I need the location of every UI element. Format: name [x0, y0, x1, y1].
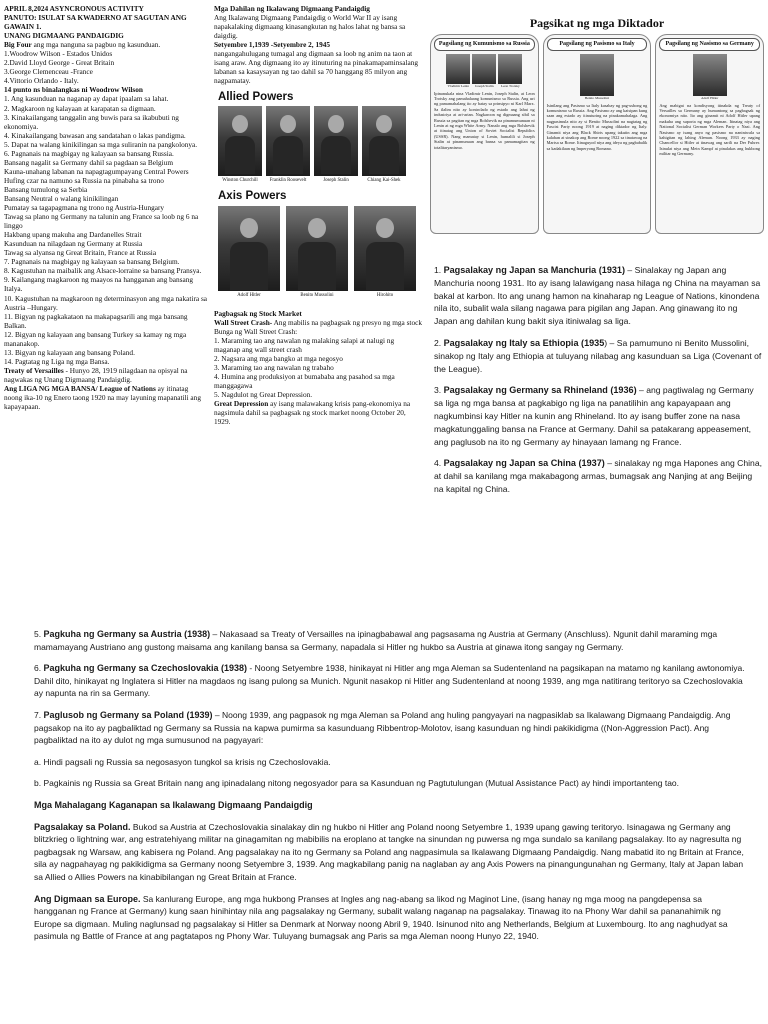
dictator-panel [543, 34, 652, 234]
leader-caption: Winston Churchill [222, 178, 258, 184]
activity-line: 10. Kagustuhan na magkaroon ng determinasyon ang mga nakatira sa Austria –Hungary. [4, 293, 208, 312]
dictator-panel-heading: Pagsilang ng Nasismo sa Germany [659, 38, 760, 51]
portrait-image [362, 106, 406, 176]
leader-photo [266, 106, 310, 184]
portrait-image [354, 206, 416, 291]
activity-line: 11. Bigyan ng pagkakataon na makapagsarili ang mga bansang Balkan. [4, 311, 188, 330]
event-number: 4. [434, 458, 444, 469]
allied-photos [214, 106, 422, 184]
leader-caption: Hirohito [376, 292, 394, 298]
stock-crash-line [214, 318, 422, 327]
dictator-photos [547, 54, 648, 100]
leader-caption: Chiang Kai-Shek [367, 178, 401, 184]
major-events-list [34, 821, 746, 943]
stock-effect-item: 5. Nagdulot ng Great Depression. [214, 389, 313, 399]
major-event [34, 893, 746, 943]
event-body: Bukod sa Austria at Czechoslovakia sinalakay din ng hukbo ni Hitler ang Poland noong Setyembre 1, 1939 upang gawing teritoryo. Isinagawa ng Germany ang blitzkrieg o lightning war, ang estratehiyang militar na ginagamitan ng mabibilis na eroplano at tangke na sinundan ng puwersa ng mga sundalo sa kanilang pagsalakay. Ito ay nagresulta ng pagbagsak ng Warsaw, ang kabisera ng Poland. Ang pagsalakay na ito ng Germany sa Poland ang nagpasimula sa Ikalawang Digmaang Pandaigdig. Nang mabatid ito ng Britain at France, sila ay nagpahayag ng pakikidigma sa Germany noong Setyembre 3, 1939. Ang magkabilang panig na naglaban ay ang Axis Powers na pinangungunahan ng Germany, Italy at Japan laban sa Allied o Allies Powers na kinabibilangan ng Great Britain at France. [34, 821, 744, 882]
stock-effects-list [214, 327, 422, 399]
axis-photos [214, 206, 422, 299]
stock-effect-item: 1. Maraming tao ang nawalan ng malaking salapi at nalugi ng maganap ang wall street crash [214, 335, 395, 354]
aggression-event [434, 337, 762, 375]
activity-line: Kasunduan na nilagdaan ng Germany at Russia [4, 239, 143, 249]
activity-line: 1. Ang kasunduan na naganap ay dapat ipaalam sa lahat. [4, 94, 169, 104]
activity-line: 6. Pagnanais na magbigay ng kalayaan sa bansang Russia. [4, 148, 174, 158]
leader-photo [286, 206, 348, 299]
dictator-photo [580, 54, 614, 100]
stock-crash-body: Ang mabilis na pagbagsak ng presyo ng mga stock [272, 317, 422, 327]
axis-powers-title: Axis Powers [218, 190, 287, 203]
event-heading: Pagkuha ng Germany sa Austria (1938) [43, 629, 211, 639]
event-heading: Pagsalakay ng Germany sa Rhineland (1936) [443, 385, 637, 396]
event-heading: Pagsalakay sa Poland. [34, 821, 131, 832]
leader-photo [354, 206, 416, 299]
activity-line: Bansang Neutral o walang kinikilingan [4, 193, 119, 203]
event-heading: Pagsalakay ng Japan sa China (1937) [443, 458, 605, 469]
leader-photo [218, 106, 262, 184]
bold-term: Big Four [4, 40, 32, 50]
ww2-causes-column [214, 4, 422, 426]
activity-line: 14. Pagtatag ng Liga ng mga Bansa. [4, 356, 110, 366]
bottom-numbered-items [34, 628, 746, 790]
depression-label: Great Depression [214, 398, 269, 408]
activity-column [4, 4, 208, 411]
bold-term: Ang LIGA NG MGA BANSA/ League of Nations [4, 383, 156, 393]
stock-effect-item: Bunga ng Wall Street Crash: [214, 326, 298, 336]
event-body: Sa kanlurang Europe, ang mga hukbong Pranses at Ingles ang nag-abang sa likod ng Maginot Line, (isang hanay ng mga moog na pangdepensa sa hangganan ng France at Germany) kung saan hinihintay nila ang pagsalakay ng Germany, subalit walang naganap na pagsalakay. Tinawag ito na Phony War dahil sa pananahimik ng Europe sa digmaan. Muling naglunsad ng pagsalakay si Hitler sa Denmark at Norway noong Abril 9, 1940. Isinunod nito ang Netherlands, Belgium at Luxembourg. Ito ang naghudyat sa pasimula ng Battle of France at ang pagtatapos ng Phony War. Tuluyang bumagsak ang Paris sa mga Aleman noong Hunyo 22, 1940. [34, 893, 728, 942]
event-heading: Pagkuha ng Germany sa Czechoslovakia (1938) [43, 663, 248, 674]
event-body: ) – Sa pamumuno ni Benito Mussolini, sinakop ng Italy ang Ethiopia at tuluyang nilabag ang kasunduan sa Liga (Covenant of the League). [434, 337, 762, 374]
leader-caption: Adolf Hitler [237, 292, 261, 298]
event-number: 2. [434, 337, 444, 348]
portrait-image [314, 106, 358, 176]
activity-line: Kauna-unahang labanan na napagtagumpayang Central Powers [4, 166, 189, 176]
event-body: – ang pagtiwalag ng Germany sa liga ng mga bansa at pagkabigo ng liga na panatilihin ang kapayapaan ang nagkumbinsi kay Hitler na kunin ang Rhineland. Ito ay isang buffer zone na nasa magkatunggaling bansa na France at Germany. Dahil sa patakarang appeasement, ang paglusob na ito ng Germany ay hinayaan lamang ng France. [434, 385, 754, 447]
dictator-panels [430, 34, 764, 234]
activity-line: PANUTO: ISULAT SA KWADERNO AT SAGUTAN ANG GAWAIN 1. [4, 13, 187, 32]
dictator-photos [659, 54, 760, 100]
activity-line: Tawag sa alyansa ng Great Britain, France at Russia [4, 248, 157, 258]
bottom-events [34, 628, 746, 952]
activity-line: UNANG DIGMAANG PANDAIGDIG [4, 31, 124, 41]
activity-line: Bansang tumulong sa Serbia [4, 184, 88, 194]
portrait-image [693, 54, 727, 96]
activity-line: Bansang nagalit sa Germany dahil sa pagdaan sa Belgium [4, 157, 173, 167]
event-heading: Pagsalakay ng Japan sa Manchuria (1931) [443, 265, 626, 275]
aggression-event [434, 384, 762, 448]
dictator-caption: Joseph Stalin [475, 83, 494, 88]
event-body: – sinalakay ng mga Hapones ang China, at dahil sa kanilang mga makabagong armas, bumagsak ang Nanjing at ang Beijing na kapital ng China. [434, 458, 762, 494]
activity-line: Treaty of Versailles - Hunyo 28, 1919 nilagdaan na opisyal na nagwakas ng Unang Digmaang Pandaigdig. [4, 365, 188, 384]
event-number: 3. [434, 385, 444, 396]
allied-powers-title: Allied Powers [218, 91, 294, 104]
leader-caption: Franklin Roosevelt [269, 178, 307, 184]
dictator-caption: Adolf Hitler [701, 95, 719, 100]
event-heading: Paglusob ng Germany sa Poland (1939) [43, 709, 213, 720]
dictators-infographic [430, 16, 764, 240]
dictator-panel-text: Ipinanukala nina Vladimir Lenin, Joseph Stalin, at Leon Trotsky ang pamahalaang komunismo sa Russia. Ang uri ng pamamahalang ito ay batay sa prinsipyo ni Karl Marx. Sa ilalim nito ay kontrolado ng estado ang lahat ng industriya at ari-arian. Nagkaroon ng digmaang sibil sa Russia sa pagitan ng mga Bolshevik na pinamumunuan ni Lenin at ng mga White Army. Nanalo ang mga Bolshevik at itinatag ang Union of Soviet Socialist Republics (USSR). Nang mamatay si Lenin, humalili si Joseph Stalin at pinamunuan ang bansa sa pamamagitan ng totalitaryanismo. [434, 90, 535, 150]
activity-line: Pumatay sa tagapagmana ng trono ng Austria-Hungary [4, 203, 165, 213]
activity-line: 3. Kinakailangang tanggalin ang buwis para sa ikabubuti ng ekonomiya. [4, 112, 179, 131]
dictator-caption: Leon Trotsky [500, 83, 520, 88]
activity-line: 8. Kagustuhan na maibalik ang Alsace-lorraine sa bansang Pransya. [4, 266, 202, 276]
aggression-events-list [434, 264, 762, 505]
activity-line: 9. Kailangang magkaroon ng maayos na hangganan ang bansang Italya. [4, 275, 194, 294]
activity-line: Hakbang upang makuha ang Dardanelles Strait [4, 230, 142, 240]
event-body: – Sinalakay ng Japan ang Manchuria noong 1931. Ito ay isang lalawigang nasa hilaga ng China na mayaman sa bakal at karbon. Ito ang unang hamon na kinaharap ng League of Nations, kinondena nila ito, subalit wala silang nagawa para pigilan ang Japan. Ang ginawang ito ng Japan ang dahilan kung bakit siya itiniwalag sa liga. [434, 265, 761, 327]
aggression-event [434, 264, 762, 328]
event-body: – Nakasaad sa Treaty of Versailles na ipinagbabawal ang pagsasama ng Austria at Germany (Anschluss). Ngunit dahil maraming mga mamamayang Austriano ang gustong maisama ang kanilang bansa sa Germany, napadala si Hitler ng hukbo sa Austria at ginawa itong sangay ng Germany. [34, 629, 718, 652]
stock-crash-label: Wall Street Crash- [214, 317, 273, 327]
activity-line: Tawag sa plano ng Germany na talunin ang France sa loob ng 6 na linggo [4, 212, 199, 231]
activity-line: 1.Woodrow Wilson - Estados Unidos [4, 49, 113, 59]
portrait-image [580, 54, 614, 96]
event-number: 5. [34, 629, 44, 639]
stock-effect-item: 2. Nagsara ang mga bangko at mga negosyo [214, 353, 343, 363]
dictator-caption: Vladimir Lenin [447, 83, 470, 88]
dictator-photo [472, 54, 496, 88]
activity-line: APRIL 8,2024 ASYNCRONOUS ACTIVITY [4, 4, 144, 13]
activity-line: 3.George Clemenceau -France [4, 67, 93, 77]
event-body: - Noong Setyembre 1938, hinikayat ni Hitler ang mga Aleman sa Sudentenland na pagsikapan na matamo ng kanilang awtonomiya. Dahil dito, hinikayat ng Inglatera si Hitler na magdaos ng isang pulong sa Munich. Ngunit nasakop ni Hitler ang Sudentenland at noong 1939, ang mga natitirang teritoryo sa Czechoslovakia ay napunta na rin sa Germany. [34, 663, 745, 699]
event-body: a. Hindi pagsali ng Russia sa negosasyon tungkol sa krisis ng Czechoslovakia. [34, 756, 331, 767]
portrait-image [472, 54, 496, 84]
event-heading: Pagsalakay ng Italy sa Ethiopia (1935 [443, 337, 605, 348]
depression-body: ay isang malawakang krisis pang-ekonomiya na nagsimula dahil sa pagbagsak ng stock market noong October 20, 1929. [214, 398, 411, 427]
stock-heading: Pagbagsak ng Stock Market [214, 308, 302, 318]
dictator-panel [430, 34, 539, 234]
leader-caption: Benito Mussolini [300, 292, 334, 298]
leader-photo [218, 206, 280, 299]
dictator-photo [446, 54, 470, 88]
activity-line: 2.David Lloyd George - Great Britain [4, 58, 115, 68]
causes-heading: Mga Dahilan ng Ikalawang Digmaang Pandaigdig [214, 4, 370, 13]
activity-line: 4. Kinakailangang bawasan ang sandatahan o lakas pandigma. [4, 130, 186, 140]
activity-line: Hufing czar na namuno sa Russia na pinabaha sa trono [4, 175, 164, 185]
dictator-panel [655, 34, 764, 234]
aggression-event [34, 777, 746, 790]
dictator-panel-heading: Pagsilang ng Kumunismo sa Russia [434, 38, 535, 51]
depression-line [214, 399, 422, 426]
activity-line: Big Four ang mga nanguna sa pagbuo ng kasunduan. [4, 40, 161, 50]
causes-body: Ang Ikalawang Digmaang Pandaigdig o World War II ay isang napakalaking digmaang kinasangkutan ng halos lahat ng bansa sa daigdig. [214, 13, 406, 41]
stock-effect-item: 3. Maraming tao ang nawalan ng trabaho [214, 362, 334, 372]
portrait-image [286, 206, 348, 291]
dates-heading: Setyembre 1,1939 -Setyembre 2, 1945 [214, 40, 331, 50]
event-body: – Noong 1939, ang pagpasok ng mga Aleman sa Poland ang huling pangyayari na nagpasiklab sa Ikalawang Digmaang Pandaigdig. Ang pagsakop na ito ay pagbaliktad ng Germany sa Russia na kapwa pumirma sa kasunduang Ribbentrop-Molotov, isang kasunduan ng hindi pakikidigma ((Non-Aggression Pact). Ang pagbaliktad na ito ay dulot ng mga sumusunod na pagyayari: [34, 709, 731, 746]
aggression-event [34, 756, 746, 769]
activity-line: 7. Pagnanais na magbigay ng kalayaan sa bansang Belgium. [4, 257, 180, 267]
activity-line: 4.Vittorio Orlando - Italy. [4, 76, 79, 86]
dictator-panel-heading: Pagsilang ng Pasismo sa Italy [547, 38, 648, 51]
activity-line: 5. Dapat na walang kinikilingan sa mga suliranin na pangkolonya. [4, 139, 198, 149]
leader-photo [314, 106, 358, 184]
major-event [34, 821, 746, 884]
leader-photo [362, 106, 406, 184]
aggression-event [34, 628, 746, 653]
stock-effect-item: 4. Humina ang produksiyon at bumababa ang pasahod sa mga manggagawa [214, 371, 395, 390]
portrait-image [498, 54, 522, 84]
activity-line: 14 punto ns binalangkas ni Woodrow Wilson [4, 85, 143, 95]
aggression-event [34, 709, 746, 747]
dictator-caption: Benito Mussolini [584, 95, 610, 100]
portrait-image [218, 106, 262, 176]
dictator-photos [434, 54, 535, 88]
dictator-photo [693, 54, 727, 100]
dictator-panel-text: Isinilang ang Pasismo sa Italy kasabay ng pag-usbong ng komunismo sa Russia. Ang Pasismo ay ang kaisipan kung saan ang estado ay itinuturing na pinakamahalaga. Ang nagpasimula nito ay si Benito Mussolini na nagtatag ng Fascist Party noong 1919 at naging diktador ng Italy. Ginamit niya ang Black Shirts upang takutin ang mga kalaban at sinakop ang Rome noong 1922 sa tinatawag na Martsa sa Rome. Itinaguyod niya ang ideya ng pagbabalik sa kadakilaan ng Imperyong Romano. [546, 102, 648, 151]
event-heading: Ang Digmaan sa Europe. [34, 893, 141, 904]
dictators-title: Pagsikat ng mga Diktador [529, 16, 665, 30]
dates-body: nangangahulugang tumagal ang digmaan sa loob ng anim na taon at isang araw. Ang digmaang ito ay itinuturing na pinakamapaminsalang labanan sa kasaysayan ng tao dahil sa 70 hanggang 85 milyon ang nagpamatay. [214, 49, 418, 86]
activity-line: 12. Bigyan ng kalayaan ang bansang Turkey sa kamay ng mga mananakop. [4, 329, 187, 348]
aggression-event [434, 457, 762, 495]
activity-line: 2. Magkaroon ng kalayaan at karapatan sa digmaan. [4, 103, 156, 113]
portrait-image [218, 206, 280, 291]
bold-term: Treaty of Versailles [4, 365, 64, 375]
aggression-event [34, 662, 746, 700]
event-number: 1. [434, 265, 444, 275]
activity-line: 13. Bigyan ng kalayaan ang bansang Poland. [4, 347, 135, 357]
portrait-image [446, 54, 470, 84]
dictator-photo [498, 54, 522, 88]
portrait-image [266, 106, 310, 176]
leader-caption: Joseph Stalin [323, 178, 349, 184]
activity-line: Ang LIGA NG MGA BANSA/ League of Nations ay itinatag noong ika-10 ng Enero taong 1920 na may layuning mapanatili ang kapayapaan. [4, 383, 201, 412]
dictator-panel-text: Ang mabigat na kondisyong itinakda ng Treaty of Versailles sa Germany ay humantong sa pagbagsak ng ekonomiya nito. Ito ang ginamit ni Adolf Hitler upang makuha ang suporta ng mga Aleman. Itinatag niya ang National Socialist German Workers Party o Nazi. Ang Nasismo ay isang anyo ng pasismo na naniniwala sa kahigitan ng lahing Aleman. Noong 1933 ay naging Chancellor si Hitler at tinawag ang sarili na Der Fuhrer. Isinulat niya ang Mein Kampf at pinalakas ang hukbong militar ng Germany. [659, 102, 761, 157]
event-number: 7. [34, 709, 44, 720]
event-number: 6. [34, 663, 44, 674]
event-body: b. Pagkainis ng Russia sa Great Britain nang ang ipinadalang nitong negosyador para sa Kasunduan ng Pagtutulungan (Mutual Assistance Pact) ay hindi importanteng tao. [34, 778, 680, 789]
major-events-heading: Mga Mahalagang Kaganapan sa Ikalawang Digmaang Pandaigdig [34, 799, 313, 810]
